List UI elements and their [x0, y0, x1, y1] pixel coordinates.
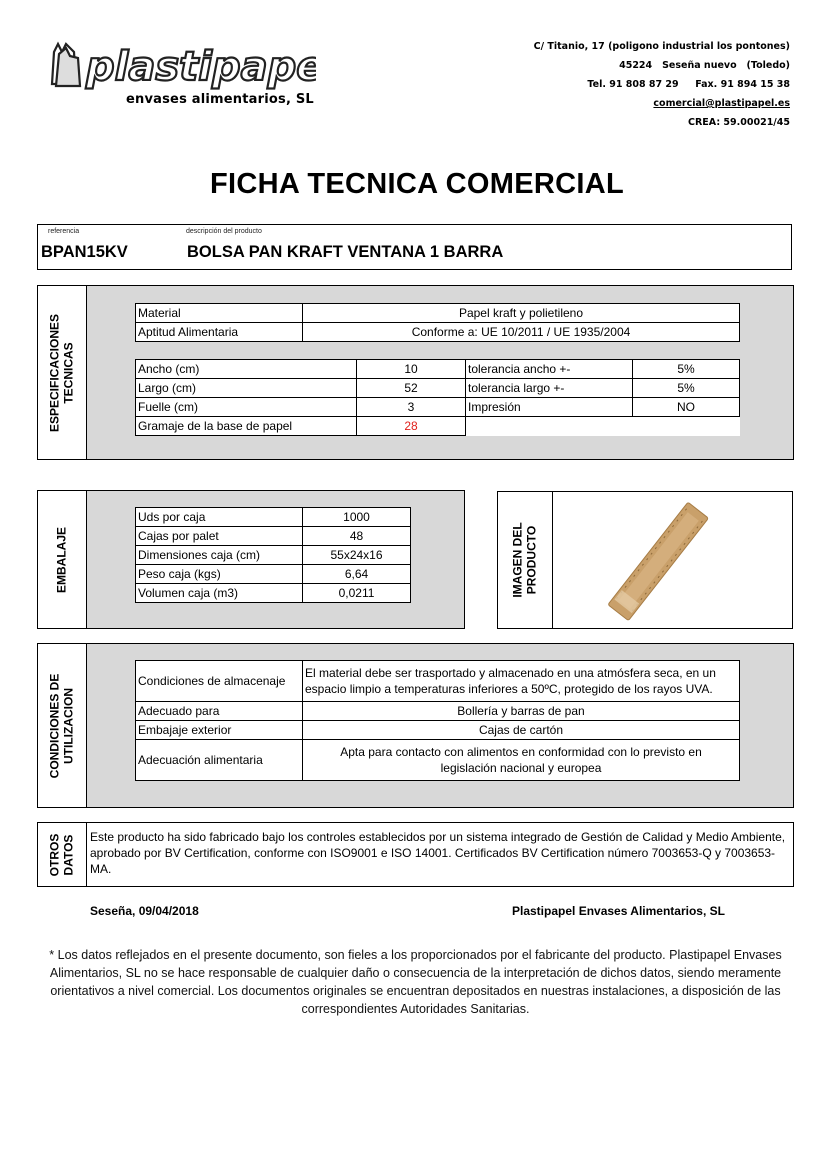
- condition-value: Cajas de cartón: [303, 721, 740, 740]
- description-label: descripción del producto: [186, 228, 262, 235]
- side-label: EMBALAJE: [54, 526, 69, 593]
- empty-cell: [466, 417, 740, 436]
- dim-value: 52: [357, 379, 466, 398]
- table-row: [136, 721, 740, 740]
- side-label-line1: ESPECIFICACIONES: [47, 313, 62, 432]
- table-row: [136, 417, 740, 436]
- reference-box: [37, 224, 792, 270]
- side-label-line2: UTILIZACION: [61, 687, 75, 764]
- tolerance-label: tolerancia largo +-: [466, 379, 633, 398]
- section-side-label: [38, 823, 87, 886]
- condition-value: Apta para contacto con alimentos en conformidad con lo previsto en legislación nacional y europea: [303, 740, 740, 781]
- pack-value: 6,64: [303, 565, 411, 584]
- crea-number: CREA: 59.00021/45: [688, 117, 790, 128]
- section-imagen: [497, 491, 793, 629]
- description-value: BOLSA PAN KRAFT VENTANA 1 BARRA: [187, 243, 504, 261]
- table-row: [136, 398, 740, 417]
- dim-label: Ancho (cm): [136, 360, 357, 379]
- spec-label: Material: [136, 304, 303, 323]
- condition-label: Adecuación alimentaria: [136, 740, 303, 781]
- reference-label: referencia: [48, 228, 80, 235]
- table-row: [136, 323, 740, 342]
- dim-label: Gramaje de la base de papel: [136, 417, 357, 436]
- address-line-2: 45224 Seseña nuevo (Toledo): [619, 60, 790, 71]
- tolerance-value: 5%: [633, 360, 740, 379]
- section-embalaje: [37, 490, 465, 629]
- company-logo: [46, 36, 316, 96]
- table-row: [136, 740, 740, 781]
- logo-bag-icon: [46, 36, 316, 96]
- product-image: [598, 498, 718, 623]
- table-row: [136, 584, 411, 603]
- condition-label: Adecuado para: [136, 702, 303, 721]
- page-title: FICHA TECNICA COMERCIAL: [210, 168, 624, 200]
- table-row: [136, 527, 411, 546]
- address-line-1: C/ Titanio, 17 (poligono industrial los pontones): [533, 41, 790, 52]
- dimensions-table: [135, 359, 740, 436]
- condition-label: Condiciones de almacenaje: [136, 661, 303, 702]
- table-row: [136, 304, 740, 323]
- spec-label: Aptitud Alimentaria: [136, 323, 303, 342]
- table-row: [136, 702, 740, 721]
- certification-text: Este producto ha sido fabricado bajo los controles establecidos por un sistema integrado de Gestión de Calidad y Medio Ambiente, aprobado por BV Certification, conforme con ISO9001 e ISO 14001. Certificados BV Certification número 7003653-Q y 7003653-MA.: [90, 830, 786, 876]
- table-row: [136, 565, 411, 584]
- pack-label: Dimensiones caja (cm): [136, 546, 303, 565]
- print-value: NO: [633, 398, 740, 417]
- side-label-line1: OTROS: [47, 833, 62, 876]
- condition-value: Bollería y barras de pan: [303, 702, 740, 721]
- tolerance-label: tolerancia ancho +-: [466, 360, 633, 379]
- svg-text:plastipapel: plastipapel: [86, 44, 316, 90]
- table-row: [136, 546, 411, 565]
- section-side-label: [38, 286, 87, 459]
- section-especificaciones: [37, 285, 794, 460]
- side-label-line2: TECNICAS: [61, 341, 75, 404]
- table-row: [136, 508, 411, 527]
- section-side-label: [38, 491, 87, 628]
- grammage-value: 28: [357, 417, 466, 436]
- side-label-line1: IMAGEN DEL: [510, 522, 525, 598]
- dim-label: Fuelle (cm): [136, 398, 357, 417]
- tolerance-value: 5%: [633, 379, 740, 398]
- side-label-line2: DATOS: [61, 834, 75, 875]
- side-label-line2: PRODUCTO: [524, 525, 538, 595]
- company-signature: Plastipapel Envases Alimentarios, SL: [512, 904, 725, 918]
- logo-subtitle: envases alimentarios, SL: [126, 92, 314, 107]
- table-row: [136, 360, 740, 379]
- section-otros-datos: [37, 822, 794, 887]
- pack-value: 55x24x16: [303, 546, 411, 565]
- dim-value: 10: [357, 360, 466, 379]
- section-side-label: [498, 492, 553, 628]
- pack-value: 0,0211: [303, 584, 411, 603]
- spec-value: Conforme a: UE 10/2011 / UE 1935/2004: [303, 323, 740, 342]
- pack-label: Uds por caja: [136, 508, 303, 527]
- disclaimer-text: * Los datos reflejados en el presente documento, son fieles a los proporcionados por el fabricante del producto. Plastipapel Envases Alimentarios, SL no se hace responsable de cualquier daño o consecuencia de la interpretación de dichos datos, siendo meramente orientativos a nivel comercial. Los documentos originales se encuentran depositados en nuestras instalaciones, a disposición de las correspondientes Autoridades Sanitarias.: [49, 948, 782, 1016]
- pack-label: Peso caja (kgs): [136, 565, 303, 584]
- side-label-line1: CONDICIONES DE: [47, 673, 62, 778]
- condition-value: El material debe ser trasportado y almacenado en una atmósfera seca, en un espacio limpio a temperaturas inferiores a 50ºC, protegido de los rayos UVA.: [303, 661, 740, 702]
- print-label: Impresión: [466, 398, 633, 417]
- place-date: Seseña, 09/04/2018: [90, 904, 199, 918]
- dim-value: 3: [357, 398, 466, 417]
- general-spec-table: [135, 303, 740, 342]
- email-link[interactable]: comercial@plastipapel.es: [653, 98, 790, 109]
- section-side-label: [38, 644, 87, 807]
- section-condiciones: [37, 643, 794, 808]
- table-row: [136, 379, 740, 398]
- conditions-table: [135, 660, 740, 781]
- company-address: [534, 37, 790, 132]
- pack-label: Volumen caja (m3): [136, 584, 303, 603]
- condition-label: Embajaje exterior: [136, 721, 303, 740]
- pack-label: Cajas por palet: [136, 527, 303, 546]
- packaging-table: [135, 507, 411, 603]
- reference-value: BPAN15KV: [41, 243, 128, 261]
- table-row: [136, 661, 740, 702]
- dim-label: Largo (cm): [136, 379, 357, 398]
- pack-value: 48: [303, 527, 411, 546]
- spec-value: Papel kraft y polietileno: [303, 304, 740, 323]
- phone-fax: Tel. 91 808 87 29 Fax. 91 894 15 38: [587, 79, 790, 90]
- pack-value: 1000: [303, 508, 411, 527]
